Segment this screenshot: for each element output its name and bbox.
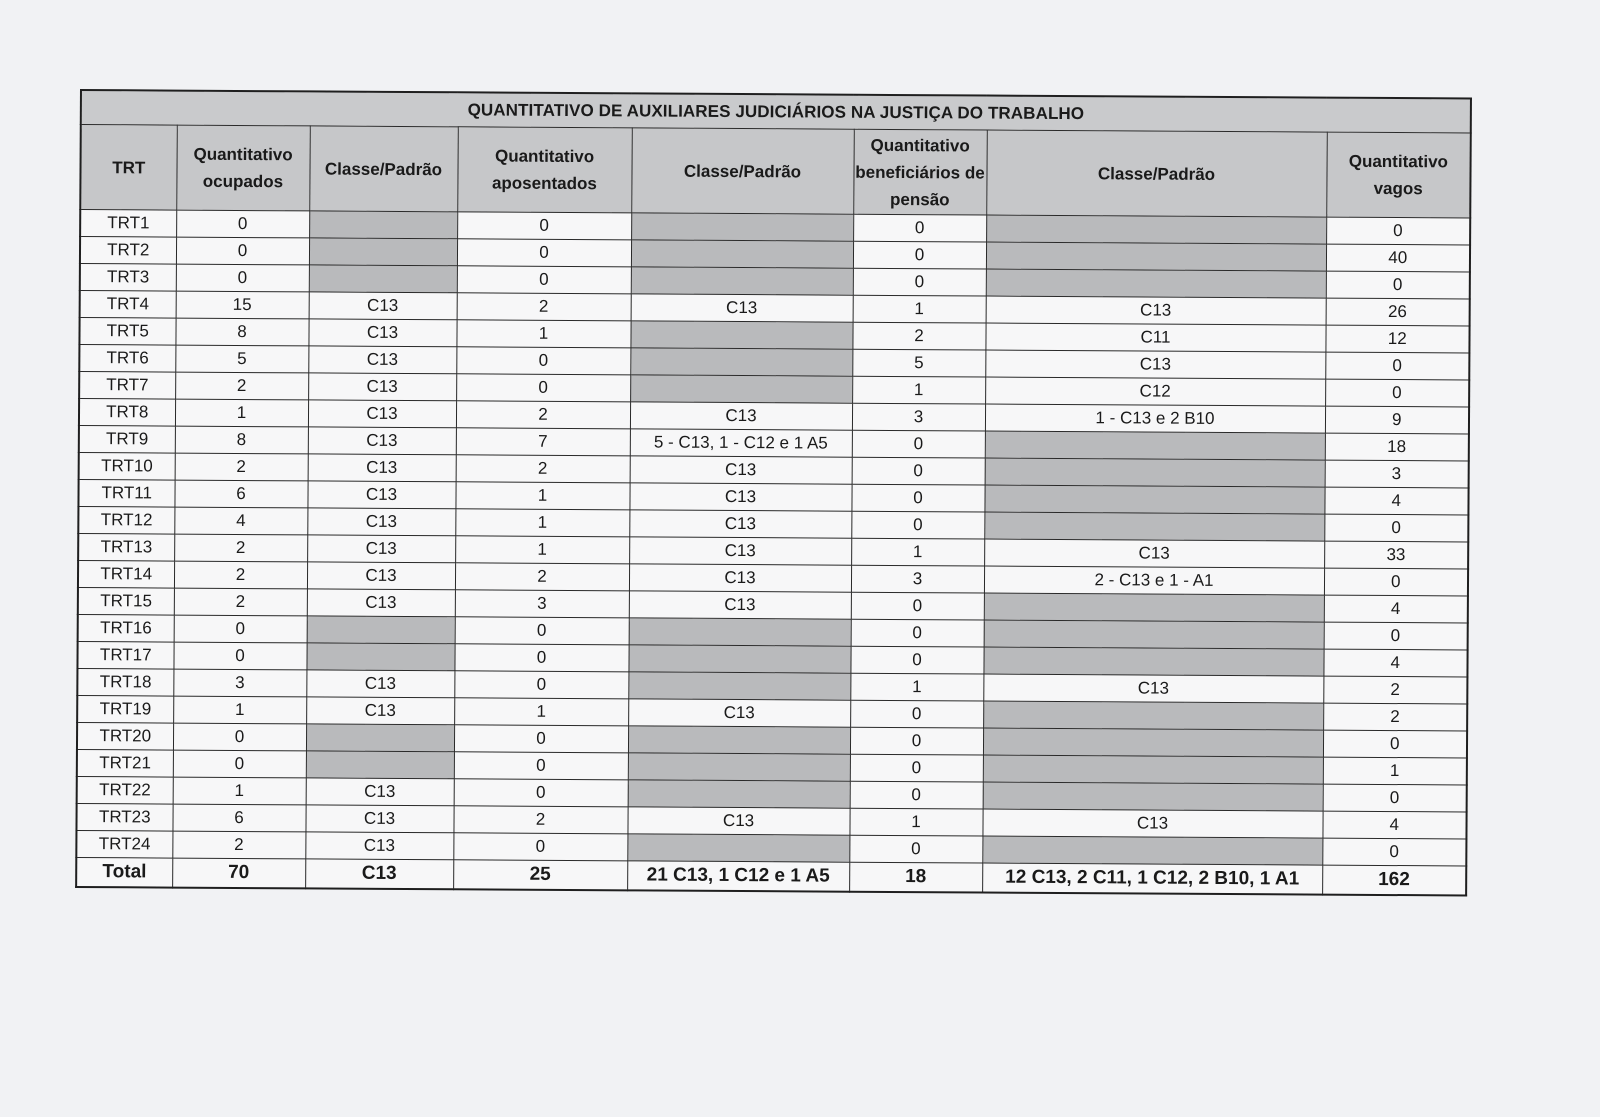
cell-pensao: 0: [849, 835, 982, 863]
cell-classe-aposentados: [631, 213, 853, 241]
cell-classe-pensao: [983, 782, 1323, 811]
cell-pensao: 0: [853, 241, 986, 269]
cell-vagos: 2: [1323, 676, 1467, 704]
cell-classe-ocupados: C13: [308, 427, 456, 455]
header-classe-pensao: Classe/Padrão: [986, 130, 1327, 217]
cell-vagos: 0: [1325, 379, 1469, 407]
cell-vagos: 0: [1324, 568, 1468, 596]
cell-classe-aposentados: [628, 672, 850, 700]
cell-vagos: 0: [1323, 784, 1467, 812]
cell-classe-aposentados: C13: [629, 537, 851, 565]
cell-classe-ocupados: C13: [308, 373, 456, 401]
cell-trt: TRT11: [78, 479, 174, 507]
cell-pensao: 2: [852, 322, 985, 350]
cell-pensao: 0: [851, 511, 984, 539]
cell-classe-aposentados: C13: [629, 591, 851, 619]
cell-classe-pensao: C13: [985, 350, 1325, 379]
cell-classe-pensao: [984, 593, 1324, 622]
cell-classe-ocupados: C13: [306, 670, 454, 698]
cell-ocupados: 2: [174, 534, 307, 562]
cell-trt: TRT1: [80, 210, 176, 238]
cell-vagos: 0: [1324, 514, 1468, 542]
cell-classe-aposentados: [628, 753, 850, 781]
cell-trt: TRT4: [80, 291, 176, 319]
cell-classe-ocupados: [309, 211, 457, 239]
cell-trt: TRT18: [77, 668, 173, 696]
cell-trt: TRT3: [80, 264, 176, 292]
cell-vagos: 3: [1325, 460, 1469, 488]
cell-trt: TRT23: [76, 803, 172, 831]
cell-classe-pensao: 2 - C13 e 1 - A1: [984, 566, 1324, 595]
header-aposentados: Quantitativo aposentados: [457, 127, 632, 213]
cell-classe-pensao: [984, 620, 1324, 649]
cell-vagos: 33: [1324, 541, 1468, 569]
cell-vagos: 0: [1324, 622, 1468, 650]
header-vagos: Quantitativo vagos: [1326, 132, 1471, 218]
header-row: [80, 125, 1471, 218]
total-cell-aposentados: 25: [453, 860, 627, 891]
cell-classe-aposentados: C13: [629, 564, 851, 592]
cell-pensao: 0: [850, 754, 983, 782]
cell-trt: TRT22: [77, 776, 173, 804]
cell-classe-pensao: C13: [984, 539, 1324, 568]
cell-classe-aposentados: C13: [629, 510, 851, 538]
cell-classe-aposentados: [628, 645, 850, 673]
cell-classe-aposentados: [629, 618, 851, 646]
cell-classe-ocupados: [306, 643, 454, 671]
cell-pensao: 1: [851, 538, 984, 566]
cell-trt: TRT13: [78, 533, 174, 561]
cell-trt: TRT17: [77, 641, 173, 669]
cell-aposentados: 2: [455, 563, 629, 591]
cell-classe-ocupados: C13: [307, 508, 455, 536]
cell-classe-aposentados: [630, 348, 852, 376]
cell-ocupados: 2: [172, 831, 305, 859]
cell-pensao: 0: [851, 484, 984, 512]
cell-classe-aposentados: C13: [630, 456, 852, 484]
total-cell-classe-ocupados: C13: [305, 859, 453, 889]
cell-classe-ocupados: C13: [305, 805, 453, 833]
total-cell-classe-pensao: 12 C13, 2 C11, 1 C12, 2 B10, 1 A1: [982, 863, 1322, 895]
cell-trt: TRT6: [79, 345, 175, 373]
cell-classe-aposentados: C13: [631, 294, 853, 322]
cell-trt: TRT7: [79, 372, 175, 400]
total-cell-pensao: 18: [849, 862, 982, 892]
cell-vagos: 0: [1326, 271, 1470, 299]
cell-aposentados: 0: [457, 266, 631, 294]
cell-ocupados: 3: [173, 669, 306, 697]
cell-ocupados: 2: [175, 453, 308, 481]
cell-ocupados: 0: [173, 642, 306, 670]
cell-trt: TRT12: [78, 506, 174, 534]
total-cell-trt: Total: [76, 857, 172, 887]
cell-trt: TRT5: [79, 318, 175, 346]
cell-pensao: 0: [850, 781, 983, 809]
cell-classe-ocupados: C13: [308, 319, 456, 347]
cell-classe-pensao: [983, 647, 1323, 676]
cell-ocupados: 5: [175, 345, 308, 373]
cell-ocupados: 15: [176, 291, 309, 319]
cell-classe-ocupados: [306, 751, 454, 779]
cell-vagos: 0: [1322, 838, 1466, 866]
cell-ocupados: 0: [176, 210, 309, 238]
cell-aposentados: 1: [454, 698, 628, 726]
cell-aposentados: 2: [457, 293, 631, 321]
cell-vagos: 26: [1326, 298, 1470, 326]
cell-classe-aposentados: [631, 240, 853, 268]
cell-trt: TRT8: [79, 399, 175, 427]
cell-vagos: 0: [1323, 730, 1467, 758]
cell-classe-aposentados: 5 - C13, 1 - C12 e 1 A5: [630, 429, 852, 457]
cell-classe-aposentados: [630, 375, 852, 403]
cell-classe-ocupados: [307, 616, 455, 644]
cell-classe-ocupados: C13: [308, 400, 456, 428]
cell-vagos: 2: [1323, 703, 1467, 731]
cell-aposentados: 1: [455, 482, 629, 510]
cell-pensao: 1: [852, 376, 985, 404]
cell-pensao: 1: [849, 808, 982, 836]
cell-aposentados: 0: [453, 833, 627, 861]
header-classe-aposentados: Classe/Padrão: [631, 128, 854, 214]
cell-ocupados: 0: [176, 237, 309, 265]
cell-ocupados: 0: [173, 750, 306, 778]
cell-trt: TRT9: [79, 425, 175, 453]
cell-pensao: 0: [850, 727, 983, 755]
cell-classe-pensao: [983, 728, 1323, 757]
cell-vagos: 1: [1323, 757, 1467, 785]
cell-vagos: 0: [1326, 217, 1470, 245]
cell-ocupados: 0: [173, 723, 306, 751]
cell-pensao: 1: [853, 295, 986, 323]
total-cell-ocupados: 70: [172, 858, 305, 888]
cell-classe-pensao: [985, 458, 1325, 487]
cell-classe-ocupados: [309, 265, 457, 293]
cell-classe-pensao: [982, 836, 1322, 865]
cell-trt: TRT15: [78, 587, 174, 615]
cell-aposentados: 0: [457, 212, 631, 240]
cell-aposentados: 1: [456, 320, 630, 348]
cell-aposentados: 0: [455, 617, 629, 645]
cell-classe-pensao: [986, 215, 1326, 244]
cell-vagos: 0: [1325, 352, 1469, 380]
cell-classe-aposentados: C13: [627, 807, 849, 835]
cell-ocupados: 0: [176, 264, 309, 292]
cell-pensao: 5: [852, 349, 985, 377]
cell-pensao: 0: [853, 214, 986, 242]
cell-pensao: 0: [851, 592, 984, 620]
header-trt: TRT: [80, 125, 177, 211]
cell-vagos: 9: [1325, 406, 1469, 434]
cell-trt: TRT24: [76, 830, 172, 858]
cell-trt: TRT2: [80, 237, 176, 265]
cell-vagos: 4: [1323, 649, 1467, 677]
cell-trt: TRT21: [77, 749, 173, 777]
cell-pensao: 3: [852, 403, 985, 431]
table-body: [76, 210, 1470, 896]
cell-classe-ocupados: C13: [308, 454, 456, 482]
cell-pensao: 0: [851, 619, 984, 647]
header-classe-ocupados: Classe/Padrão: [309, 126, 458, 212]
cell-ocupados: 8: [175, 318, 308, 346]
header-ocupados: Quantitativo ocupados: [176, 125, 310, 211]
cell-classe-ocupados: [306, 724, 454, 752]
cell-aposentados: 0: [454, 725, 628, 753]
cell-trt: TRT10: [79, 452, 175, 480]
cell-classe-ocupados: C13: [307, 562, 455, 590]
cell-pensao: 1: [850, 673, 983, 701]
cell-trt: TRT14: [78, 560, 174, 588]
cell-classe-aposentados: C13: [629, 483, 851, 511]
cell-pensao: 3: [851, 565, 984, 593]
cell-aposentados: 0: [454, 644, 628, 672]
cell-classe-ocupados: C13: [308, 346, 456, 374]
cell-aposentados: 2: [456, 401, 630, 429]
cell-vagos: 12: [1325, 325, 1469, 353]
cell-classe-ocupados: [309, 238, 457, 266]
cell-classe-pensao: [983, 755, 1323, 784]
cell-aposentados: 0: [454, 752, 628, 780]
cell-classe-pensao: C13: [982, 809, 1322, 838]
cell-aposentados: 0: [456, 374, 630, 402]
total-cell-vagos: 162: [1322, 865, 1466, 895]
cell-classe-pensao: C11: [985, 323, 1325, 352]
cell-classe-pensao: [984, 512, 1324, 541]
cell-pensao: 0: [850, 700, 983, 728]
cell-pensao: 0: [850, 646, 983, 674]
cell-ocupados: 6: [174, 480, 307, 508]
cell-classe-pensao: [986, 269, 1326, 298]
cell-classe-pensao: [985, 431, 1325, 460]
cell-classe-pensao: C13: [986, 296, 1326, 325]
cell-aposentados: 2: [453, 806, 627, 834]
printed-sheet: [75, 89, 1470, 932]
cell-pensao: 0: [853, 268, 986, 296]
cell-aposentados: 0: [454, 671, 628, 699]
cell-trt: TRT16: [78, 614, 174, 642]
cell-vagos: 4: [1324, 595, 1468, 623]
cell-vagos: 18: [1325, 433, 1469, 461]
cell-trt: TRT20: [77, 722, 173, 750]
cell-ocupados: 1: [173, 777, 306, 805]
cell-aposentados: 2: [456, 455, 630, 483]
cell-classe-aposentados: [630, 321, 852, 349]
cell-aposentados: 1: [455, 509, 629, 537]
cell-vagos: 4: [1324, 487, 1468, 515]
cell-aposentados: 3: [455, 590, 629, 618]
total-cell-classe-aposentados: 21 C13, 1 C12 e 1 A5: [627, 861, 849, 892]
cell-classe-pensao: [986, 242, 1326, 271]
cell-ocupados: 0: [174, 615, 307, 643]
cell-ocupados: 2: [174, 561, 307, 589]
cell-aposentados: 0: [454, 779, 628, 807]
cell-ocupados: 8: [175, 426, 308, 454]
cell-classe-ocupados: C13: [307, 535, 455, 563]
cell-aposentados: 0: [456, 347, 630, 375]
cell-pensao: 0: [852, 457, 985, 485]
cell-classe-ocupados: C13: [307, 589, 455, 617]
cell-classe-pensao: [984, 485, 1324, 514]
cell-ocupados: 2: [175, 372, 308, 400]
cell-aposentados: 1: [455, 536, 629, 564]
cell-classe-aposentados: [631, 267, 853, 295]
header-pensao: Quantitativo beneficiários de pensão: [853, 129, 987, 215]
cell-vagos: 40: [1326, 244, 1470, 272]
cell-aposentados: 7: [456, 428, 630, 456]
cell-classe-ocupados: C13: [305, 832, 453, 860]
cell-classe-pensao: 1 - C13 e 2 B10: [985, 404, 1325, 433]
cell-ocupados: 1: [173, 696, 306, 724]
cell-ocupados: 2: [174, 588, 307, 616]
cell-classe-pensao: C12: [985, 377, 1325, 406]
cell-ocupados: 6: [172, 804, 305, 832]
cell-classe-aposentados: [628, 726, 850, 754]
cell-trt: TRT19: [77, 695, 173, 723]
cell-aposentados: 0: [457, 239, 631, 267]
cell-classe-pensao: [983, 701, 1323, 730]
cell-classe-ocupados: C13: [309, 292, 457, 320]
cell-classe-aposentados: [627, 834, 849, 862]
cell-pensao: 0: [852, 430, 985, 458]
cell-classe-ocupados: C13: [307, 481, 455, 509]
report-table: [75, 89, 1472, 896]
cell-ocupados: 1: [175, 399, 308, 427]
cell-classe-pensao: C13: [983, 674, 1323, 703]
cell-classe-aposentados: C13: [628, 699, 850, 727]
cell-ocupados: 4: [174, 507, 307, 535]
table-title: QUANTITATIVO DE AUXILIARES JUDICIÁRIOS NA JUSTIÇA DO TRABALHO: [81, 90, 1471, 133]
cell-vagos: 4: [1322, 811, 1466, 839]
cell-classe-ocupados: C13: [306, 697, 454, 725]
cell-classe-aposentados: [628, 780, 850, 808]
cell-classe-aposentados: C13: [630, 402, 852, 430]
cell-classe-ocupados: C13: [306, 778, 454, 806]
